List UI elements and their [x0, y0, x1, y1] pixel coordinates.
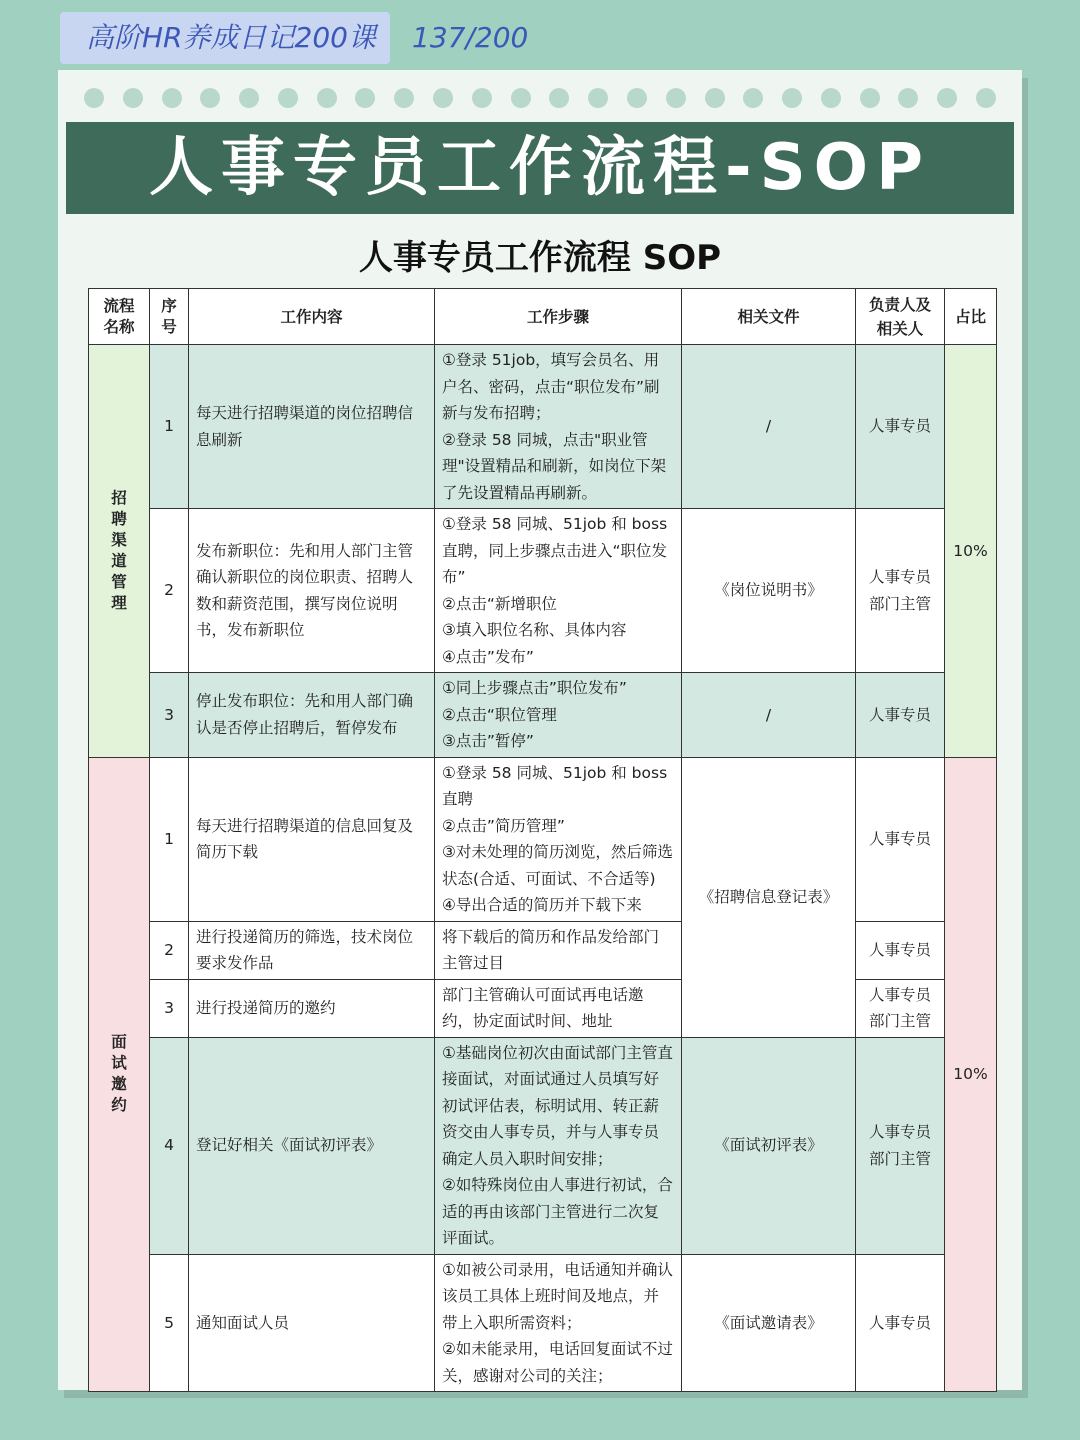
- row-content: 每天进行招聘渠道的岗位招聘信息刷新: [189, 345, 435, 509]
- table-row: [89, 673, 997, 758]
- binding-hole: [200, 88, 220, 108]
- binding-hole: [898, 88, 918, 108]
- table-row: [89, 1254, 997, 1392]
- header-owner: 负责人及相关人: [856, 289, 945, 345]
- row-seq: 2: [150, 509, 189, 673]
- binding-hole: [821, 88, 841, 108]
- row-owner: 人事专员: [856, 921, 945, 979]
- row-steps: [435, 673, 682, 758]
- binding-hole: [162, 88, 182, 108]
- binding-hole: [123, 88, 143, 108]
- binding-hole: [705, 88, 725, 108]
- step-text: 部门主管确认可面试再电话邀约，协定面试时间、地址: [442, 985, 644, 1030]
- row-steps: [435, 921, 682, 979]
- binding-hole: [84, 88, 104, 108]
- binding-hole: [937, 88, 957, 108]
- row-content: 停止发布职位：先和用人部门确认是否停止招聘后，暂停发布: [189, 673, 435, 758]
- step-text: ①基础岗位初次由面试部门主管直接面试，对面试通过人员填写好初试评估表，标明试用、转正薪资交由人事专员，并与人事专员确定人员入职时间安排；: [442, 1043, 673, 1168]
- step-text: ②点击“新增职位: [442, 594, 557, 613]
- table-row: [89, 345, 997, 509]
- row-seq: 1: [150, 757, 189, 921]
- step-text: 将下载后的简历和作品发给部门主管过目: [442, 927, 660, 972]
- binding-hole: [782, 88, 802, 108]
- row-owner: 人事专员 部门主管: [856, 1037, 945, 1254]
- row-owner: 人事专员 部门主管: [856, 509, 945, 673]
- row-seq: 5: [150, 1254, 189, 1392]
- header-files: 相关文件: [682, 289, 856, 345]
- binding-hole: [666, 88, 686, 108]
- step-text: ③填入职位名称、具体内容: [442, 621, 627, 639]
- row-content: 通知面试人员: [189, 1254, 435, 1392]
- step-text: ②点击”简历管理”: [442, 816, 565, 835]
- binding-hole: [511, 88, 531, 108]
- step-text: ①如被公司录用，电话通知并确认该员工具体上班时间及地点，并带上入职所需资料；: [442, 1260, 673, 1332]
- series-tag: 高阶HR养成日记200课: [60, 12, 390, 64]
- binding-hole: [976, 88, 996, 108]
- binding-hole: [394, 88, 414, 108]
- step-text: ①同上步骤点击”职位发布”: [442, 679, 627, 697]
- page-banner: 人事专员工作流程-SOP: [66, 122, 1014, 214]
- step-text: ③对未处理的简历浏览，然后筛选状态(合适、可面试、不合适等): [442, 843, 673, 888]
- table-header-row: [89, 289, 997, 345]
- row-seq: 3: [150, 979, 189, 1037]
- row-seq: 3: [150, 673, 189, 758]
- step-text: ②点击“职位管理: [442, 705, 557, 724]
- header-process: 流程名称: [89, 289, 150, 345]
- binding-hole: [317, 88, 337, 108]
- binding-hole: [355, 88, 375, 108]
- row-files: /: [682, 673, 856, 758]
- group-ratio: 10%: [945, 757, 997, 1392]
- row-files: 《面试初评表》: [682, 1037, 856, 1254]
- step-text: ①登录 58 同城、51job 和 boss 直聘，同上步骤点击进入“职位发布”: [442, 515, 668, 586]
- row-owner: 人事专员: [856, 1254, 945, 1392]
- sop-table: [88, 288, 997, 1392]
- row-content: 进行投递简历的邀约: [189, 979, 435, 1037]
- row-content: 每天进行招聘渠道的信息回复及简历下载: [189, 757, 435, 921]
- header-content: 工作内容: [189, 289, 435, 345]
- binding-hole: [860, 88, 880, 108]
- row-files: 《招聘信息登记表》: [682, 757, 856, 1037]
- row-files: 《面试邀请表》: [682, 1254, 856, 1392]
- header-seq: 序号: [150, 289, 189, 345]
- step-text: ②如未能录用，电话回复面试不过关，感谢对公司的关注；: [442, 1340, 673, 1385]
- group-ratio: 10%: [945, 345, 997, 758]
- binding-hole: [433, 88, 453, 108]
- binding-hole: [627, 88, 647, 108]
- table-row: [89, 979, 997, 1037]
- step-text: ④点击”发布”: [442, 647, 534, 666]
- header-steps: 工作步骤: [435, 289, 682, 345]
- step-text: ①登录 58 同城、51job 和 boss 直聘: [442, 763, 668, 808]
- group-recruit-channel: 招聘渠道管理: [89, 345, 150, 758]
- row-steps: [435, 1037, 682, 1254]
- row-content: 进行投递简历的筛选，技术岗位要求发作品: [189, 921, 435, 979]
- row-owner: 人事专员: [856, 757, 945, 921]
- binding-holes: [58, 86, 1022, 110]
- row-files: /: [682, 345, 856, 509]
- row-steps: [435, 757, 682, 921]
- binding-hole: [588, 88, 608, 108]
- row-steps: [435, 1254, 682, 1392]
- row-steps: [435, 509, 682, 673]
- table-row: [89, 921, 997, 979]
- row-owner: 人事专员 部门主管: [856, 979, 945, 1037]
- row-content: 发布新职位：先和用人部门主管确认新职位的岗位职责、招聘人数和薪资范围，撰写岗位说明书，发布新职位: [189, 509, 435, 673]
- binding-hole: [239, 88, 259, 108]
- table-row: [89, 509, 997, 673]
- row-seq: 1: [150, 345, 189, 509]
- row-files: 《岗位说明书》: [682, 509, 856, 673]
- document-title: 人事专员工作流程 SOP: [358, 238, 722, 278]
- row-owner: 人事专员: [856, 345, 945, 509]
- step-text: ①登录 51job，填写会员名、用户名、密码，点击“职位发布”刷新与发布招聘；: [442, 351, 660, 422]
- row-seq: 4: [150, 1037, 189, 1254]
- binding-hole: [278, 88, 298, 108]
- table-row: [89, 1037, 997, 1254]
- step-text: ②如特殊岗位由人事进行初试，合适的再由该部门主管进行二次复评面试。: [442, 1176, 673, 1247]
- table-row: [89, 757, 997, 921]
- group-interview-invite: 面试邀约: [89, 757, 150, 1392]
- header-ratio: 占比: [945, 289, 997, 345]
- row-content: 登记好相关《面试初评表》: [189, 1037, 435, 1254]
- row-steps: [435, 979, 682, 1037]
- step-text: ④导出合适的简历并下载下来: [442, 896, 642, 914]
- notebook-page: [58, 70, 1022, 1390]
- row-steps: [435, 345, 682, 509]
- binding-hole: [472, 88, 492, 108]
- page-counter: 137/200: [412, 21, 529, 54]
- binding-hole: [549, 88, 569, 108]
- binding-hole: [743, 88, 763, 108]
- step-text: ②登录 58 同城，点击"职业管理"设置精品和刷新，如岗位下架了先设置精品再刷新。: [442, 430, 667, 502]
- row-owner: 人事专员: [856, 673, 945, 758]
- step-text: ③点击”暂停”: [442, 732, 534, 750]
- row-seq: 2: [150, 921, 189, 979]
